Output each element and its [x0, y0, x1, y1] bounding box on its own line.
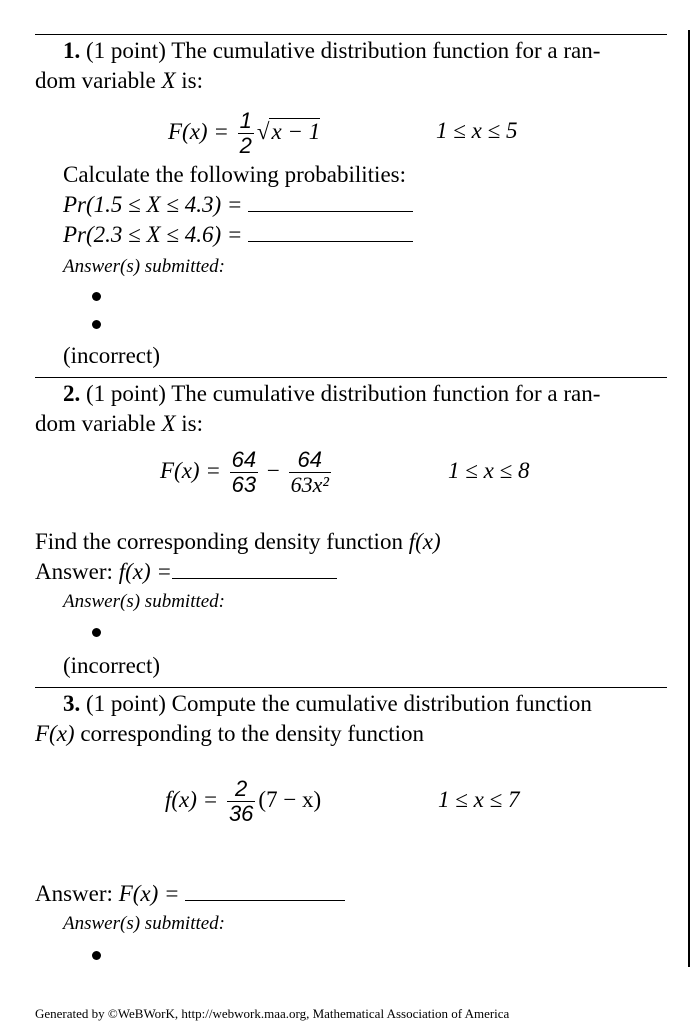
p1-status: (incorrect) [63, 343, 161, 368]
separator-2 [35, 377, 667, 378]
p3-number: 3. [63, 691, 81, 716]
p1-formula: F(x) = $\frac{1}{2}$ √x − 1 [168, 108, 321, 159]
p1-intro-text: The cumulative distribution function for a ran- [171, 38, 601, 63]
p3-answer-blank[interactable] [185, 882, 345, 901]
p1-question-2: Pr(2.3 ≤ X ≤ 4.6) = [63, 220, 413, 250]
p3-points: (1 point) [86, 691, 166, 716]
p2-domain: 1 ≤ x ≤ 8 [448, 458, 530, 483]
p1-intro-line2: dom variable X is: [35, 68, 204, 93]
separator-3 [35, 687, 667, 688]
p2-intro-line2: dom variable X is: [35, 411, 204, 436]
p2-fraction-1: $\frac{64}{63}$ [231, 447, 257, 498]
p2-answer-blank[interactable] [172, 560, 337, 579]
p3-fraction: $\frac{2}{36}$ [228, 776, 254, 827]
p2-fraction-2: $\frac{64}{\text{63x²}}$ [290, 447, 329, 498]
p3-formula: f(x) = $\frac{2}{36}$ (7 − x) [165, 776, 322, 827]
p1-instruction: Calculate the following probabilities: [63, 162, 407, 187]
p1-domain: 1 ≤ x ≤ 5 [436, 118, 518, 143]
p1-fraction: $\frac{1}{2}$ [239, 108, 252, 159]
p2-status: (incorrect) [63, 653, 161, 678]
p1-points: (1 point) [86, 38, 166, 63]
p1-question-1: Pr(1.5 ≤ X ≤ 4.3) = [63, 190, 413, 220]
p1-number: 1. [63, 38, 81, 63]
p1-bullet-1 [92, 292, 101, 301]
p3-domain: 1 ≤ x ≤ 7 [438, 787, 520, 812]
p3-intro-line1: 3. (1 point) Compute the cumulative distribution function [63, 691, 592, 716]
p1-radicand: x − 1 [271, 119, 321, 144]
separator-1 [35, 34, 667, 35]
p1-submitted-label: Answer(s) submitted: [63, 256, 226, 277]
p2-instruction: Find the corresponding density function f(x) [35, 529, 441, 554]
p3-submitted-label: Answer(s) submitted: [63, 913, 226, 934]
p1-bullet-2 [92, 320, 101, 329]
p1-answer-blank-2[interactable] [248, 223, 413, 242]
p3-intro-line2: F(x) corresponding to the density function [35, 721, 424, 746]
footer-credit: Generated by ©WeBWorK, http://webwork.maa.org, Mathematical Association of America [35, 1006, 510, 1021]
p3-answer-line: Answer: F(x) = [35, 879, 345, 909]
p1-intro-line1 [63, 36, 600, 66]
p2-number: 2. [63, 381, 81, 406]
right-border [688, 30, 690, 967]
p2-submitted-label: Answer(s) submitted: [63, 591, 226, 612]
p3-bullet-1 [92, 951, 101, 960]
p2-bullet-1 [92, 628, 101, 637]
p1-var-x: X [161, 68, 176, 93]
p2-intro-line1: 2. (1 point) The cumulative distribution function for a ran- [63, 381, 601, 406]
p1-answer-blank-1[interactable] [248, 193, 413, 212]
p2-formula: F(x) = $\frac{64}{63}$ − $\frac{64}{\text{63x²}}$ [160, 447, 329, 498]
p2-points: (1 point) [86, 381, 166, 406]
p2-answer-line: Answer: f(x) = [35, 557, 337, 587]
